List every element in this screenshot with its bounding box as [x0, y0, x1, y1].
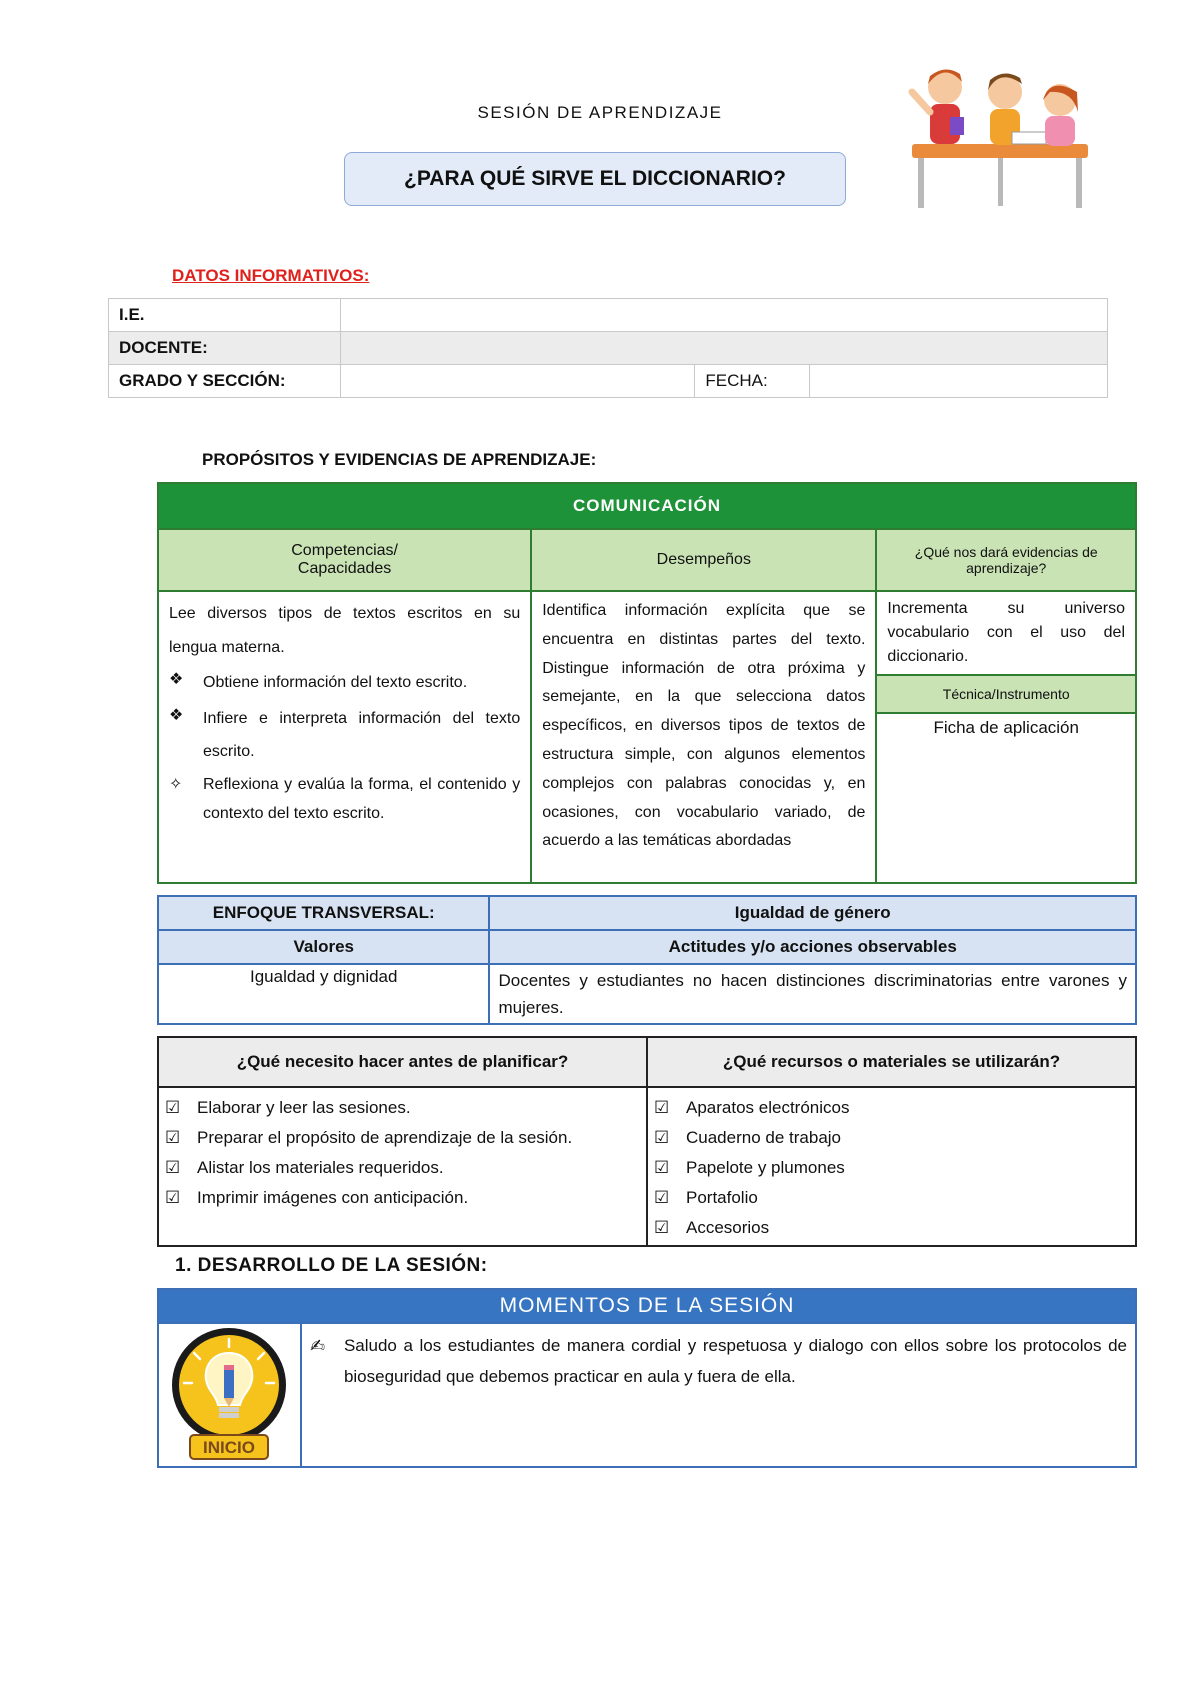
capacidad-text: Reflexiona y evalúa la forma, el contenido y contexto del texto escrito.	[203, 775, 521, 822]
valor-cell: Igualdad y dignidad	[158, 964, 489, 1024]
datos-informativos-heading: DATOS INFORMATIVOS:	[172, 266, 370, 285]
recursos-list	[654, 1094, 1129, 1241]
checklist-item	[165, 1154, 640, 1181]
fecha-field[interactable]	[810, 365, 1108, 398]
inicio-icon-cell	[158, 1323, 301, 1467]
antes-planificar-list	[165, 1094, 640, 1211]
grado-row	[109, 365, 1108, 398]
checkbox-checked-icon[interactable]: ☑	[165, 1128, 181, 1147]
planificacion-table	[157, 1036, 1137, 1247]
actitudes-header: Actitudes y/o acciones observables	[489, 930, 1136, 964]
checklist-item-text: Elaborar y leer las sesiones.	[197, 1098, 411, 1117]
area-heading: COMUNICACIÓN	[158, 483, 1136, 529]
datos-informativos-table	[108, 298, 1108, 398]
capacidades-list	[169, 666, 520, 828]
docente-row	[109, 332, 1108, 365]
inicio-text-cell	[301, 1323, 1136, 1467]
checklist-item-text: Accesorios	[686, 1218, 770, 1237]
enfoque-label: ENFOQUE TRANSVERSAL:	[158, 896, 489, 930]
antes-planificar-cell	[158, 1087, 647, 1246]
actitud-cell: Docentes y estudiantes no hacen distinciones discriminatorias entre varones y mujeres.	[489, 964, 1136, 1024]
ie-label: I.E.	[109, 299, 341, 332]
enfoque-transversal-table	[157, 895, 1137, 1025]
writing-hand-icon: ✍	[309, 1336, 326, 1356]
competencias-header-line2: Capacidades	[297, 560, 392, 577]
lightbulb-pencil-icon	[164, 1325, 294, 1461]
checkbox-checked-icon[interactable]: ☑	[165, 1098, 181, 1117]
checklist-item	[165, 1184, 640, 1211]
checklist-item-text: Imprimir imágenes con anticipación.	[197, 1188, 469, 1207]
desempenos-header: Desempeños	[531, 529, 876, 591]
competencias-cell	[158, 591, 531, 883]
capacidad-item	[169, 666, 520, 700]
enfoque-value: Igualdad de género	[489, 896, 1136, 930]
sparkle-bullet-icon: ✧	[169, 775, 183, 793]
checklist-item-text: Preparar el propósito de aprendizaje de la sesión.	[197, 1128, 573, 1147]
checkbox-checked-icon[interactable]: ☑	[654, 1188, 670, 1207]
checklist-item	[654, 1094, 1129, 1121]
checkbox-checked-icon[interactable]: ☑	[165, 1188, 181, 1207]
evidencias-header: ¿Qué nos dará evidencias de aprendizaje?	[876, 529, 1136, 591]
comunicacion-table	[157, 482, 1137, 884]
instrumento-cell: Ficha de aplicación	[876, 713, 1136, 883]
checklist-item	[654, 1184, 1129, 1211]
momentos-heading: MOMENTOS DE LA SESIÓN	[158, 1289, 1136, 1323]
inicio-label: INICIO	[203, 1437, 256, 1457]
checkbox-checked-icon[interactable]: ☑	[654, 1128, 670, 1147]
checklist-item	[654, 1124, 1129, 1151]
diamond-bullet-icon: ❖	[169, 706, 184, 724]
session-label: SESIÓN DE APRENDIZAJE	[477, 103, 723, 122]
momentos-table	[157, 1288, 1137, 1468]
ie-field[interactable]	[340, 299, 1107, 332]
evidencia-cell: Incrementa su universo vocabulario con el uso del diccionario.	[876, 591, 1136, 675]
competencia-text: Lee diversos tipos de textos escritos en su lengua materna.	[169, 605, 521, 656]
diamond-bullet-icon: ❖	[169, 671, 184, 689]
checklist-item-text: Portafolio	[686, 1188, 758, 1207]
checklist-item	[654, 1154, 1129, 1181]
recursos-cell	[647, 1087, 1136, 1246]
checklist-item-text: Aparatos electrónicos	[686, 1098, 850, 1117]
competencias-header	[158, 529, 531, 591]
checklist-item-text: Cuaderno de trabajo	[686, 1128, 842, 1147]
checklist-item-text: Alistar los materiales requeridos.	[197, 1158, 444, 1177]
docente-label: DOCENTE:	[109, 332, 341, 365]
checklist-item	[654, 1214, 1129, 1241]
recursos-header: ¿Qué recursos o materiales se utilizarán?	[647, 1037, 1136, 1087]
docente-field[interactable]	[340, 332, 1107, 365]
inicio-text: Saludo a los estudiantes de manera cordial y respetuosa y dialogo con ellos sobre los protocolos de bioseguridad que debemos practicar en aula y fuera de ella.	[343, 1336, 1127, 1387]
capacidad-item	[169, 771, 520, 829]
grado-label: GRADO Y SECCIÓN:	[109, 365, 341, 398]
competencias-header-line1: Competencias/	[291, 542, 398, 559]
checkbox-checked-icon[interactable]: ☑	[165, 1158, 181, 1177]
fecha-label: FECHA:	[695, 365, 810, 398]
desempeno-cell: Identifica información explícita que se encuentra en distintas partes del texto. Distingue información de otra próxima y semejante, en la que selecciona datos específicos, en diversos tipos de textos de estructura simple, con algunos elementos complejos con palabras conocidas y, en ocasiones, con vocabulario variado, de acuerdo a las temáticas abordadas	[531, 591, 876, 883]
propositos-heading: PROPÓSITOS Y EVIDENCIAS DE APRENDIZAJE:	[202, 450, 597, 469]
checkbox-checked-icon[interactable]: ☑	[654, 1158, 670, 1177]
children-reading-illustration	[900, 62, 1100, 212]
grado-field[interactable]	[340, 365, 695, 398]
checklist-item	[165, 1094, 640, 1121]
tecnica-header: Técnica/Instrumento	[876, 675, 1136, 713]
capacidad-item	[169, 702, 520, 769]
checklist-item-text: Papelote y plumones	[686, 1158, 845, 1177]
capacidad-text: Obtiene información del texto escrito.	[203, 674, 468, 692]
checkbox-checked-icon[interactable]: ☑	[654, 1218, 670, 1237]
desarrollo-heading: 1. DESARROLLO DE LA SESIÓN:	[175, 1255, 488, 1276]
checkbox-checked-icon[interactable]: ☑	[654, 1098, 670, 1117]
ie-row	[109, 299, 1108, 332]
inicio-item	[310, 1330, 1127, 1393]
antes-planificar-header: ¿Qué necesito hacer antes de planificar?	[158, 1037, 647, 1087]
session-title: ¿PARA QUÉ SIRVE EL DICCIONARIO?	[344, 152, 846, 206]
capacidad-text: Infiere e interpreta información del texto escrito.	[203, 709, 521, 761]
valores-header: Valores	[158, 930, 489, 964]
checklist-item	[165, 1124, 640, 1151]
